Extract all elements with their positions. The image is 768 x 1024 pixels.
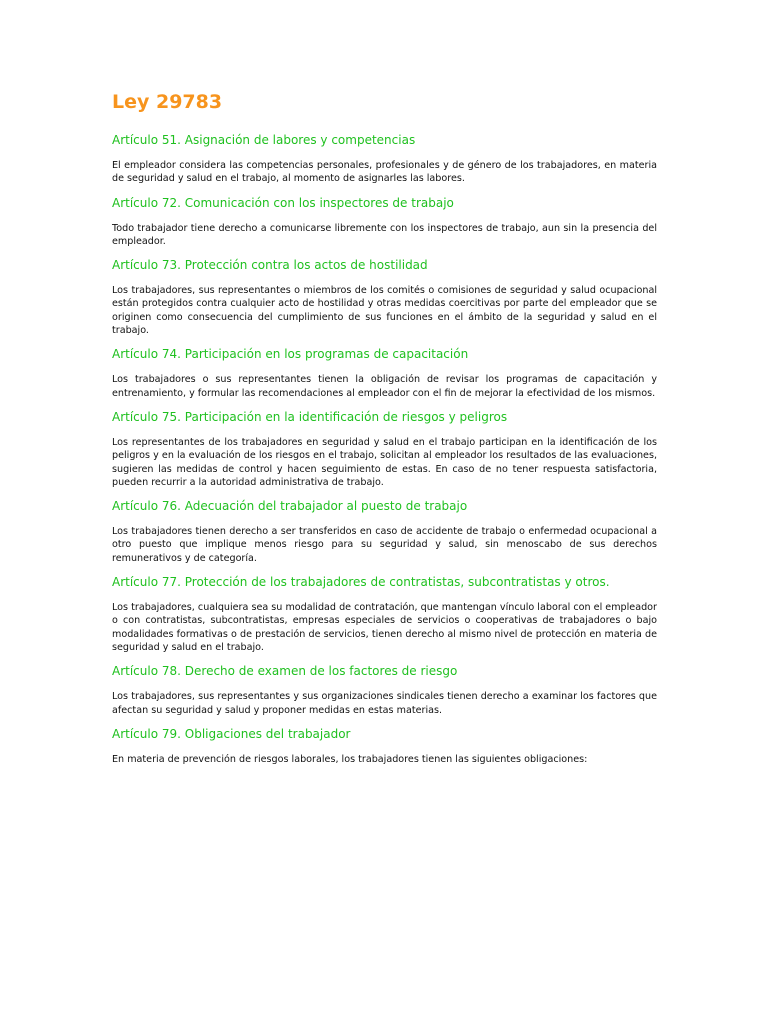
document-page [112,88,657,766]
article-body: Los representantes de los trabajadores en seguridad y salud en el trabajo participan en la identificación de los peligros y en la evaluación de los riesgos en el trabajo, solicitan al empleador los resultados de las evaluaciones, sugieren las medidas de control y hacen seguimiento de estas. En caso de no tener respuesta satisfactoria, pueden recurrir a la autoridad administrativa de trabajo. [112,436,657,488]
article-79 [112,726,657,766]
article-body: Los trabajadores, sus representantes o miembros de los comités o comisiones de seguridad y salud ocupacional están protegidos contra cualquier acto de hostilidad y otras medidas coercitivas por parte del empleador que se originen como consecuencia del cumplimiento de sus funciones en el ámbito de la seguridad y salud en el trabajo. [112,285,657,337]
article-77 [112,574,657,654]
article-72 [112,195,657,249]
article-74 [112,346,657,400]
document-title: Ley 29783 [112,91,223,113]
article-75 [112,409,657,489]
article-76 [112,498,657,565]
article-heading: Artículo 73. Protección contra los actos de hostilidad [112,258,428,273]
article-78 [112,663,657,717]
article-51 [112,132,657,186]
article-heading: Artículo 77. Protección de los trabajadores de contratistas, subcontratistas y otros. [112,575,610,590]
article-heading: Artículo 79. Obligaciones del trabajador [112,726,351,741]
article-body: El empleador considera las competencias personales, profesionales y de género de los trabajadores, en materia de seguridad y salud en el trabajo, al momento de asignarles las labores. [112,160,657,185]
article-body: Los trabajadores, cualquiera sea su modalidad de contratación, que mantengan vínculo laboral con el empleador o con contratistas, subcontratistas, empresas especiales de servicios o cooperativas de trabajadores o bajo modalidades formativas o de prestación de servicios, tienen derecho al mismo nivel de protección en materia de seguridad y salud en el trabajo. [112,602,657,653]
article-body: En materia de prevención de riesgos laborales, los trabajadores tienen las siguientes obligaciones: [112,753,588,765]
article-body: Todo trabajador tiene derecho a comunicarse libremente con los inspectores de trabajo, aun sin la presencia del empleador. [112,222,657,247]
article-73 [112,257,657,337]
article-heading: Artículo 78. Derecho de examen de los factores de riesgo [112,664,458,679]
article-heading: Artículo 75. Participación en la identificación de riesgos y peligros [112,409,508,424]
article-heading: Artículo 74. Participación en los programas de capacitación [112,347,469,362]
article-heading: Artículo 76. Adecuación del trabajador al puesto de trabajo [112,499,468,514]
article-body: Los trabajadores tienen derecho a ser transferidos en caso de accidente de trabajo o enfermedad ocupacional a otro puesto que implique menos riesgo para su seguridad y salud, sin menoscabo de sus derechos remunerativos y de categoría. [112,526,657,564]
article-body: Los trabajadores, sus representantes y sus organizaciones sindicales tienen derecho a examinar los factores que afectan su seguridad y salud y proponer medidas en estas materias. [112,691,657,716]
article-heading: Artículo 72. Comunicación con los inspectores de trabajo [112,195,454,210]
article-body: Los trabajadores o sus representantes tienen la obligación de revisar los programas de capacitación y entrenamiento, y formular las recomendaciones al empleador con el fin de mejorar la efectividad de los mismos. [112,374,657,399]
article-heading: Artículo 51. Asignación de labores y competencias [112,133,416,147]
